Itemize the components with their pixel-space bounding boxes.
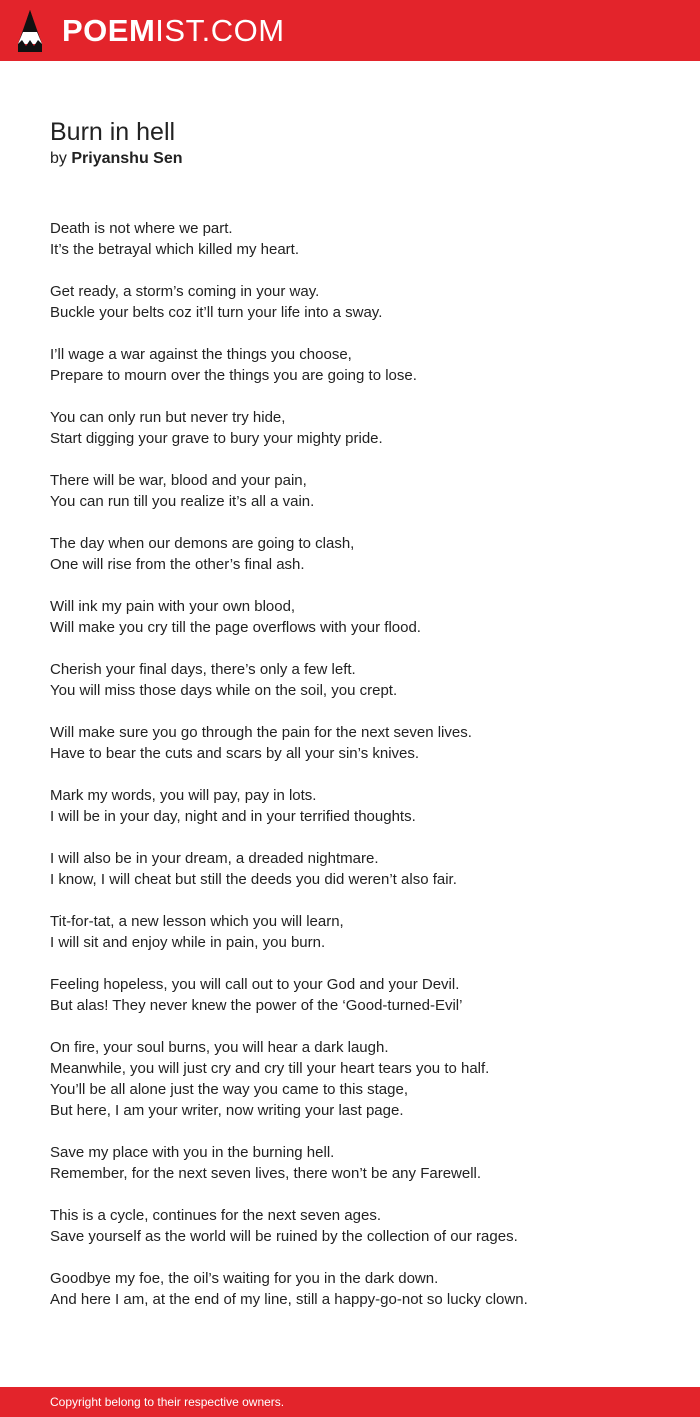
poem-line: I will also be in your dream, a dreaded nightmare. <box>50 850 379 867</box>
stanza <box>50 533 670 575</box>
poem-line: And here I am, at the end of my line, still a happy-go-not so lucky clown. <box>50 1291 528 1308</box>
poem-line: But here, I am your writer, now writing your last page. <box>50 1102 404 1119</box>
poem-line: Cherish your final days, there’s only a few left. <box>50 661 356 678</box>
poem-line: You can run till you realize it’s all a vain. <box>50 493 315 510</box>
poem-line: The day when our demons are going to clash, <box>50 535 355 552</box>
by-label: by <box>50 150 67 167</box>
stanza <box>50 974 670 1016</box>
site-logo-text[interactable] <box>62 10 285 52</box>
poem-line: Mark my words, you will pay, pay in lots. <box>50 787 317 804</box>
stanza <box>50 1205 670 1247</box>
site-footer <box>0 1387 700 1417</box>
stanza <box>50 722 670 764</box>
poem-line: I’ll wage a war against the things you choose, <box>50 346 352 363</box>
poem-line: Meanwhile, you will just cry and cry till your heart tears you to half. <box>50 1060 490 1077</box>
poem-title: Burn in hell <box>50 118 176 146</box>
stanza <box>50 659 670 701</box>
poem-line: Save my place with you in the burning hell. <box>50 1144 335 1161</box>
poem-line: Will ink my pain with your own blood, <box>50 598 296 615</box>
stanza <box>50 785 670 827</box>
brand-bold: POEM <box>62 13 156 48</box>
poem-line: On fire, your soul burns, you will hear a dark laugh. <box>50 1039 389 1056</box>
copyright-text: Copyright belong to their respective owners. <box>50 1395 285 1409</box>
poem-line: Have to bear the cuts and scars by all your sin’s knives. <box>50 745 420 762</box>
poem-line: Get ready, a storm’s coming in your way. <box>50 283 320 300</box>
stanza <box>50 1268 670 1310</box>
stanza <box>50 470 670 512</box>
poem-line: Tit-for-tat, a new lesson which you will learn, <box>50 913 344 930</box>
poem-line: Save yourself as the world will be ruined by the collection of our rages. <box>50 1228 518 1245</box>
stanza <box>50 407 670 449</box>
poem-line: Remember, for the next seven lives, there won’t be any Farewell. <box>50 1165 482 1182</box>
poem-body <box>50 218 670 1331</box>
poem-line: You will miss those days while on the soil, you crept. <box>50 682 398 699</box>
poem-line: This is a cycle, continues for the next seven ages. <box>50 1207 382 1224</box>
stanza <box>50 344 670 386</box>
poem-line: Will make sure you go through the pain for the next seven lives. <box>50 724 472 741</box>
poem-line: Death is not where we part. <box>50 220 233 237</box>
poem-line: Prepare to mourn over the things you are going to lose. <box>50 367 417 384</box>
stanza <box>50 848 670 890</box>
poem-line: I know, I will cheat but still the deeds you did weren’t also fair. <box>50 871 457 888</box>
poem-line: Will make you cry till the page overflows with your flood. <box>50 619 421 636</box>
poem-line: But alas! They never knew the power of the ‘Good-turned-Evil’ <box>50 997 463 1014</box>
pencil-tip-icon[interactable] <box>18 10 42 52</box>
brand-light: IST.COM <box>155 13 285 48</box>
byline <box>50 148 183 170</box>
poem-line: One will rise from the other’s final ash. <box>50 556 305 573</box>
poem-line: Goodbye my foe, the oil’s waiting for you in the dark down. <box>50 1270 439 1287</box>
stanza <box>50 218 670 260</box>
poem-line: There will be war, blood and your pain, <box>50 472 307 489</box>
site-header <box>0 0 700 61</box>
poem-line: I will sit and enjoy while in pain, you burn. <box>50 934 326 951</box>
author-name: Priyanshu Sen <box>71 150 183 167</box>
poem-line: I will be in your day, night and in your terrified thoughts. <box>50 808 416 825</box>
stanza <box>50 596 670 638</box>
poem-line: Buckle your belts coz it’ll turn your life into a sway. <box>50 304 383 321</box>
poem-line: You’ll be all alone just the way you came to this stage, <box>50 1081 408 1098</box>
stanza <box>50 911 670 953</box>
stanza <box>50 1142 670 1184</box>
stanza <box>50 281 670 323</box>
stanza <box>50 1037 670 1121</box>
poem-line: It’s the betrayal which killed my heart. <box>50 241 300 258</box>
poem-line: Feeling hopeless, you will call out to your God and your Devil. <box>50 976 460 993</box>
poem-line: You can only run but never try hide, <box>50 409 286 426</box>
poem-line: Start digging your grave to bury your mighty pride. <box>50 430 383 447</box>
